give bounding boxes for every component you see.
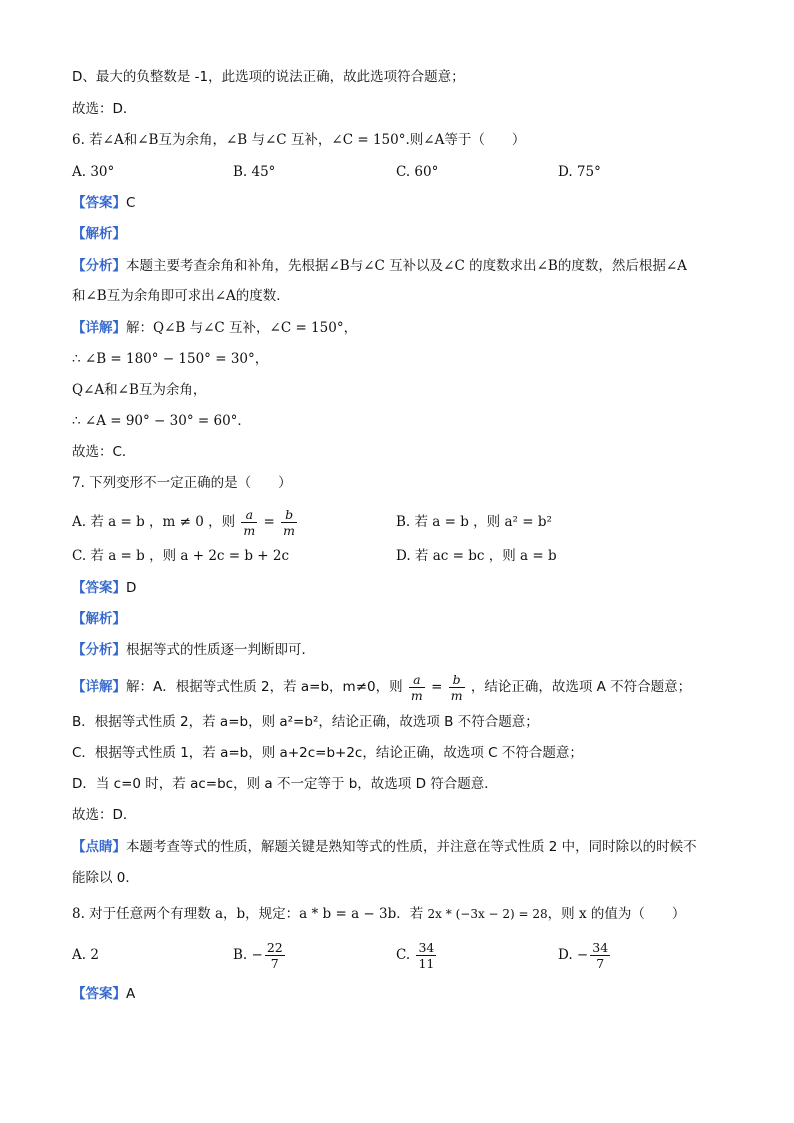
q6-stem: 6. 若∠A和∠B互为余角，∠B 与∠C 互补，∠C = 150°.则∠A等于（ ） bbox=[72, 132, 526, 148]
fenxi-tag: 【分析】 bbox=[72, 642, 126, 658]
frac-numerator: b bbox=[449, 672, 465, 688]
q6-option-d: D. 75° bbox=[558, 164, 601, 180]
xiangjie-text: 解：A．根据等式性质 2，若 a=b，m≠0，则 bbox=[126, 679, 403, 695]
q7-xiangjie-line1 bbox=[72, 670, 691, 704]
answer-value: A bbox=[126, 986, 136, 1002]
q7-option-a-text: A. 若 a = b ，m ≠ 0 ，则 bbox=[72, 514, 236, 530]
q6-option-b: B. 45° bbox=[233, 164, 276, 180]
q8-option-b-label: B. − bbox=[233, 947, 263, 963]
q8-option-c bbox=[396, 937, 438, 973]
q7-jiexi-tag: 【解析】 bbox=[72, 611, 126, 627]
answer-value: D bbox=[126, 580, 137, 596]
q7-choose: 故选：D． bbox=[72, 807, 137, 823]
equals-sign: = bbox=[431, 679, 443, 695]
q7-dianjing-line1 bbox=[72, 838, 697, 856]
q6-step-2: ∴ ∠B = 180° − 150° = 30°， bbox=[72, 351, 269, 367]
q6-step-3: Q∠A和∠B互为余角， bbox=[72, 382, 207, 398]
xiangjie-text-post: ，结论正确，故选项 A 不符合题意； bbox=[470, 679, 692, 695]
frac-denominator: m bbox=[450, 687, 463, 703]
q7-answer bbox=[72, 579, 136, 597]
frac-numerator: a bbox=[241, 507, 257, 523]
equals-sign: = bbox=[263, 514, 275, 530]
dianjing-tag: 【点睛】 bbox=[72, 839, 126, 855]
frac-numerator: a bbox=[409, 672, 425, 688]
q7-option-d: D. 若 ac = bc ，则 a = b bbox=[396, 548, 557, 564]
frac-denominator: 7 bbox=[596, 956, 605, 971]
xiangjie-tag: 【详解】 bbox=[72, 320, 126, 336]
q6-choose: 故选：C． bbox=[72, 444, 136, 460]
xiangjie-tag: 【详解】 bbox=[72, 679, 126, 695]
q8-option-c-label: C. bbox=[396, 947, 411, 963]
frac-numerator: b bbox=[281, 507, 297, 523]
q6-jiexi-tag: 【解析】 bbox=[72, 226, 126, 242]
q7-dianjing-line2: 能除以 0． bbox=[72, 870, 139, 886]
answer-tag: 【答案】 bbox=[72, 986, 126, 1002]
frac-denominator: 11 bbox=[418, 956, 435, 971]
frac-numerator: 34 bbox=[418, 940, 435, 955]
xiangjie-text: 解：Q∠B 与∠C 互补，∠C = 150°， bbox=[126, 320, 358, 336]
fraction-22-over-7 bbox=[265, 940, 285, 971]
q8-option-d bbox=[558, 937, 612, 973]
q8-answer bbox=[72, 985, 135, 1003]
fenxi-text: 本题主要考查余角和补角，先根据∠B与∠C 互补以及∠C 的度数求出∠B的度数，然后根据∠A bbox=[126, 258, 687, 274]
answer-value: C bbox=[126, 195, 136, 211]
q8-stem-part1: 8. 对于任意两个有理数 a，b，规定：a * b = a − 3b．若 bbox=[72, 906, 424, 922]
dianjing-text: 本题考查等式的性质，解题关键是熟知等式的性质，并注意在等式性质 2 中，同时除以的时候不 bbox=[126, 839, 697, 855]
q6-option-a: A. 30° bbox=[72, 164, 115, 180]
option-d-analysis: D、最大的负整数是 -1，此选项的说法正确，故此选项符合题意； bbox=[72, 69, 465, 85]
q6-option-c: C. 60° bbox=[396, 164, 439, 180]
fenxi-tag: 【分析】 bbox=[72, 258, 126, 274]
q8-option-b bbox=[233, 937, 287, 973]
q5-choose: 故选：D． bbox=[72, 101, 137, 117]
q7-option-a bbox=[72, 505, 299, 539]
frac-numerator: 34 bbox=[592, 940, 609, 955]
fraction-34-over-11 bbox=[416, 940, 436, 971]
frac-denominator: 7 bbox=[270, 956, 279, 971]
fraction-a-over-m bbox=[241, 507, 257, 538]
frac-denominator: m bbox=[243, 523, 256, 538]
q6-step-4: ∴ ∠A = 90° − 30° = 60°． bbox=[72, 413, 251, 429]
q6-fenxi-line1 bbox=[72, 257, 687, 275]
fraction-34-over-7 bbox=[590, 940, 610, 971]
q8-stem bbox=[72, 905, 685, 923]
q8-stem-part3: ，则 x 的值为（ ） bbox=[547, 906, 686, 922]
q7-fenxi-line bbox=[72, 641, 315, 659]
q7-option-b: B. 若 a = b ，则 a² = b² bbox=[396, 514, 552, 530]
frac-denominator: m bbox=[283, 523, 295, 538]
q6-fenxi-line2: 和∠B互为余角即可求出∠A的度数． bbox=[72, 288, 290, 304]
fenxi-text: 根据等式的性质逐一判断即可． bbox=[126, 642, 315, 658]
frac-numerator: 22 bbox=[266, 940, 283, 955]
q7-stem: 7. 下列变形不一定正确的是（ ） bbox=[72, 475, 292, 491]
answer-tag: 【答案】 bbox=[72, 580, 126, 596]
q7-d-line: D．当 c=0 时，若 ac=bc，则 a 不一定等于 b，故选项 D 符合题意． bbox=[72, 776, 498, 792]
q6-xiangjie-line1 bbox=[72, 319, 357, 337]
q8-option-a: A. 2 bbox=[72, 947, 99, 963]
q7-b-line: B．根据等式性质 2，若 a=b，则 a²=b²，结论正确，故选项 B 不符合题意； bbox=[72, 714, 539, 730]
answer-tag: 【答案】 bbox=[72, 195, 126, 211]
q8-equation: 2x * (−3x − 2) = 28 bbox=[427, 907, 548, 921]
frac-denominator: m bbox=[410, 687, 423, 703]
q7-option-c: C. 若 a = b ，则 a + 2c = b + 2c bbox=[72, 548, 290, 564]
fraction-a-over-m bbox=[409, 672, 425, 703]
fraction-b-over-m bbox=[281, 507, 297, 538]
q8-option-d-label: D. − bbox=[558, 947, 589, 963]
q6-answer bbox=[72, 194, 135, 212]
q7-c-line: C．根据等式性质 1，若 a=b，则 a+2c=b+2c，结论正确，故选项 C 不符合题意； bbox=[72, 745, 583, 761]
fraction-b-over-m bbox=[449, 672, 465, 703]
